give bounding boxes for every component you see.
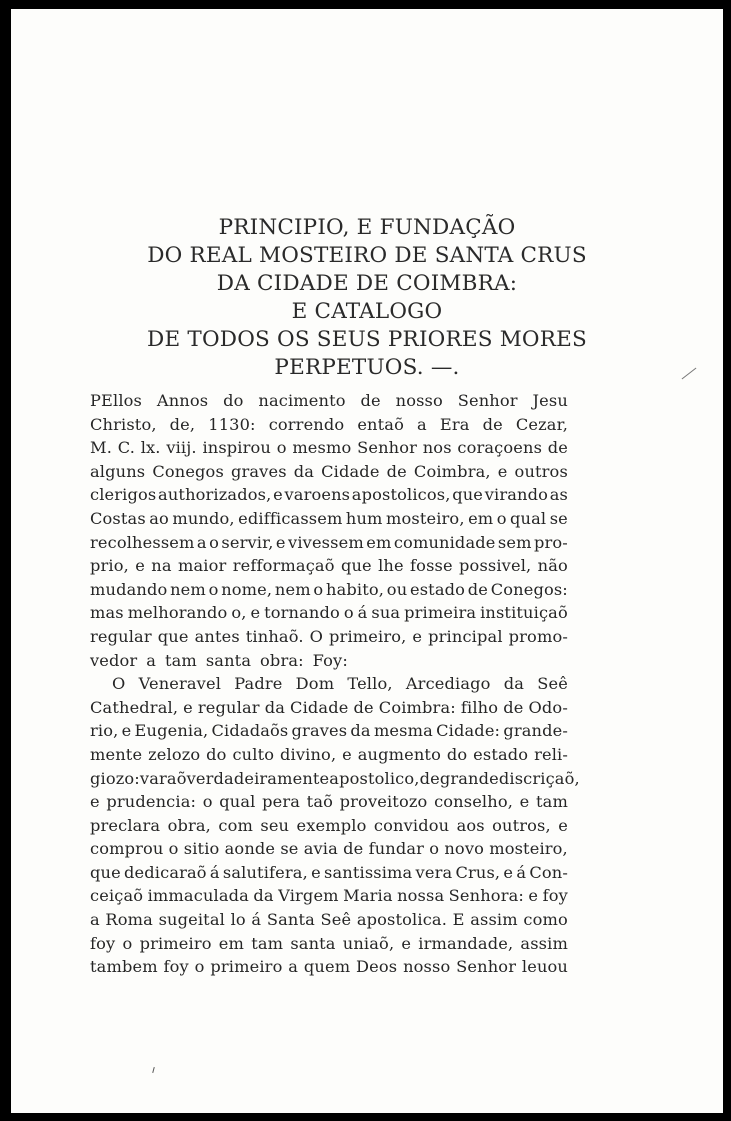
body-line: prio, e na maior refformaçaõ que lhe fosse possivel, não	[90, 556, 568, 576]
body-line: Costas ao mundo, edifficassem hum mosteiro, em o qual se	[90, 508, 568, 528]
body-line: comprou o sitio aonde se avia de fundar o novo mosteiro,	[90, 839, 568, 859]
title-line: DE TODOS OS SEUS PRIORES MORES	[147, 327, 587, 352]
body-line: foy o primeiro em tam santa uniaõ, e irmandade, assim	[90, 933, 568, 953]
body-line: regular que antes tinhaõ. O primeiro, e principal promo-	[90, 626, 568, 646]
title-line: DO REAL MOSTEIRO DE SANTA CRUS	[147, 243, 587, 268]
body-line: alguns Conegos graves da Cidade de Coimbra, e outros	[90, 461, 568, 481]
document-title	[11, 214, 723, 382]
body-line: PEllos Annos do nacimento de nosso Senhor Jesu	[90, 391, 568, 410]
body-line: rio, e Eugenia, Cidadaõs graves da mesma Cidade: grande-	[90, 721, 568, 741]
body-line: vedor a tam santa obra: Foy:	[90, 650, 348, 670]
body-line: O Veneravel Padre Dom Tello, Arcediago da Seê	[112, 674, 568, 694]
body-line: mas melhorando o, e tornando o á sua primeira instituiçaõ	[90, 603, 568, 623]
body-line: recolhessem a o servir, e vivessem em comunidade sem pro-	[90, 532, 568, 552]
body-line: giozo: varaõ verdadeiramente apostolico, de grande discriçaõ,	[90, 768, 580, 788]
body-line: a Roma sugeital lo á Santa Seê apostolica. E assim como	[90, 910, 568, 930]
body-line: clerigos authorizados, e varoens apostolicos, que virando as	[90, 485, 568, 505]
title-line: PRINCIPIO, E FUNDAÇÃO	[218, 215, 516, 240]
body-line: ceiçaõ immaculada da Virgem Maria nossa Senhora: e foy	[90, 886, 568, 906]
margin-mark	[152, 1067, 155, 1073]
body-line: mente zelozo do culto divino, e augmento do estado reli-	[90, 744, 568, 764]
body-line: tambem foy o primeiro a quem Deos nosso Senhor leuou	[90, 957, 568, 977]
body-line: Christo, de, 1130: correndo entaõ a Era de Cezar,	[90, 414, 568, 434]
title-line: DA CIDADE DE COIMBRA:	[216, 271, 518, 296]
title-line: PERPETUOS. —.	[274, 355, 460, 380]
document-page	[11, 9, 723, 1113]
body-line: mudando nem o nome, nem o habito, ou estado de Conegos:	[90, 579, 568, 599]
body-text	[90, 389, 580, 979]
body-line: que dedicaraõ á salutifera, e santissima vera Crus, e á Con-	[90, 862, 568, 882]
body-line: Cathedral, e regular da Cidade de Coimbra: filho de Odo-	[90, 697, 568, 717]
body-line: M. C. lx. viij. inspirou o mesmo Senhor nos coraçoens de	[90, 438, 568, 458]
body-line: e prudencia: o qual pera taõ proveitozo conselho, e tam	[90, 792, 568, 812]
body-line: preclara obra, com seu exemplo convidou aos outros, e	[90, 815, 568, 835]
title-line: E CATALOGO	[291, 299, 443, 324]
